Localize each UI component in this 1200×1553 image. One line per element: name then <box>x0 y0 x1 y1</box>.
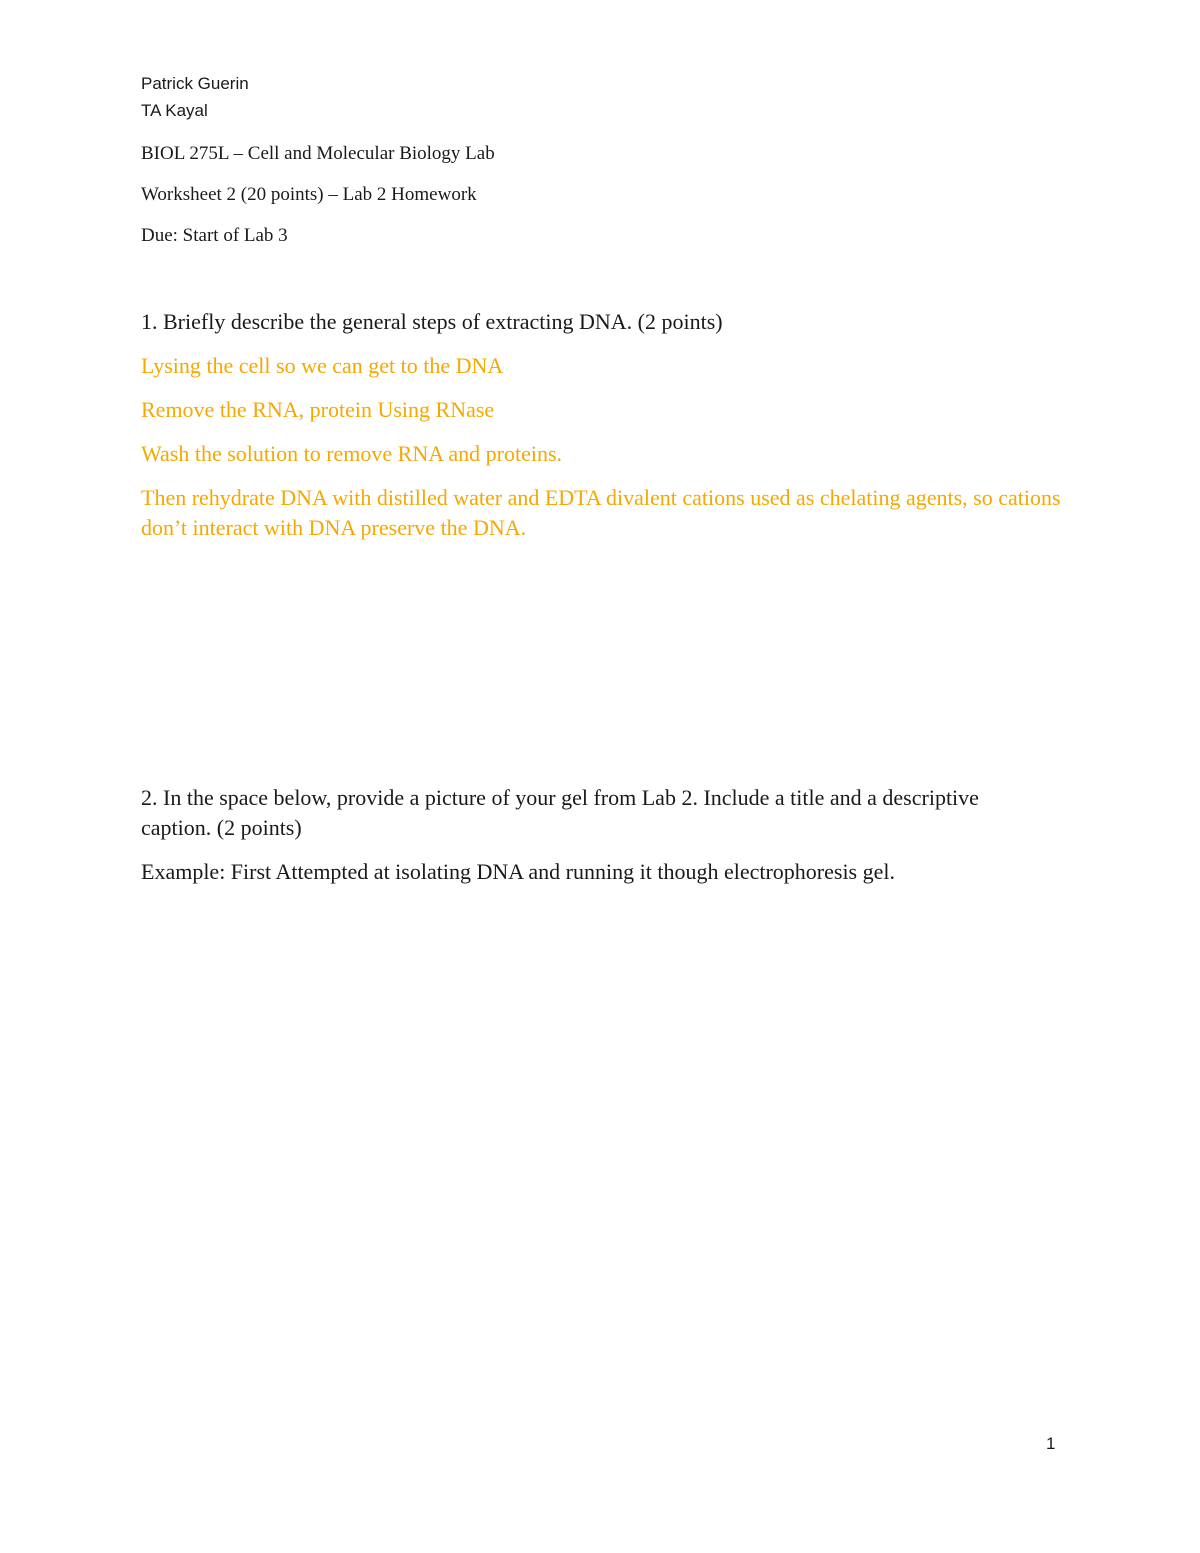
answer-1-step-4: Then rehydrate DNA with distilled water and EDTA divalent cations used as chelating agents, so cations don’t interact with DNA preserve the DNA. <box>141 485 1061 540</box>
student-name: Patrick Guerin <box>141 74 249 93</box>
due-date: Due: Start of Lab 3 <box>141 225 288 246</box>
answer-1-step-3: Wash the solution to remove RNA and proteins. <box>141 441 563 466</box>
question-2-prompt: 2. In the space below, provide a picture of your gel from Lab 2. Include a title and a descriptive caption. (2 points) <box>141 785 979 840</box>
page-number: 1 <box>1046 1434 1056 1453</box>
course-title: BIOL 275L – Cell and Molecular Biology Lab <box>141 143 495 164</box>
question-2-example: Example: First Attempted at isolating DNA and running it though electrophoresis gel. <box>141 859 895 884</box>
answer-1-step-1: Lysing the cell so we can get to the DNA <box>141 353 504 378</box>
ta-name: TA Kayal <box>141 101 208 120</box>
question-1-prompt: 1. Briefly describe the general steps of extracting DNA. (2 points) <box>141 309 723 334</box>
answer-1-step-2: Remove the RNA, protein Using RNase <box>141 397 495 422</box>
worksheet-title: Worksheet 2 (20 points) – Lab 2 Homework <box>141 184 477 205</box>
